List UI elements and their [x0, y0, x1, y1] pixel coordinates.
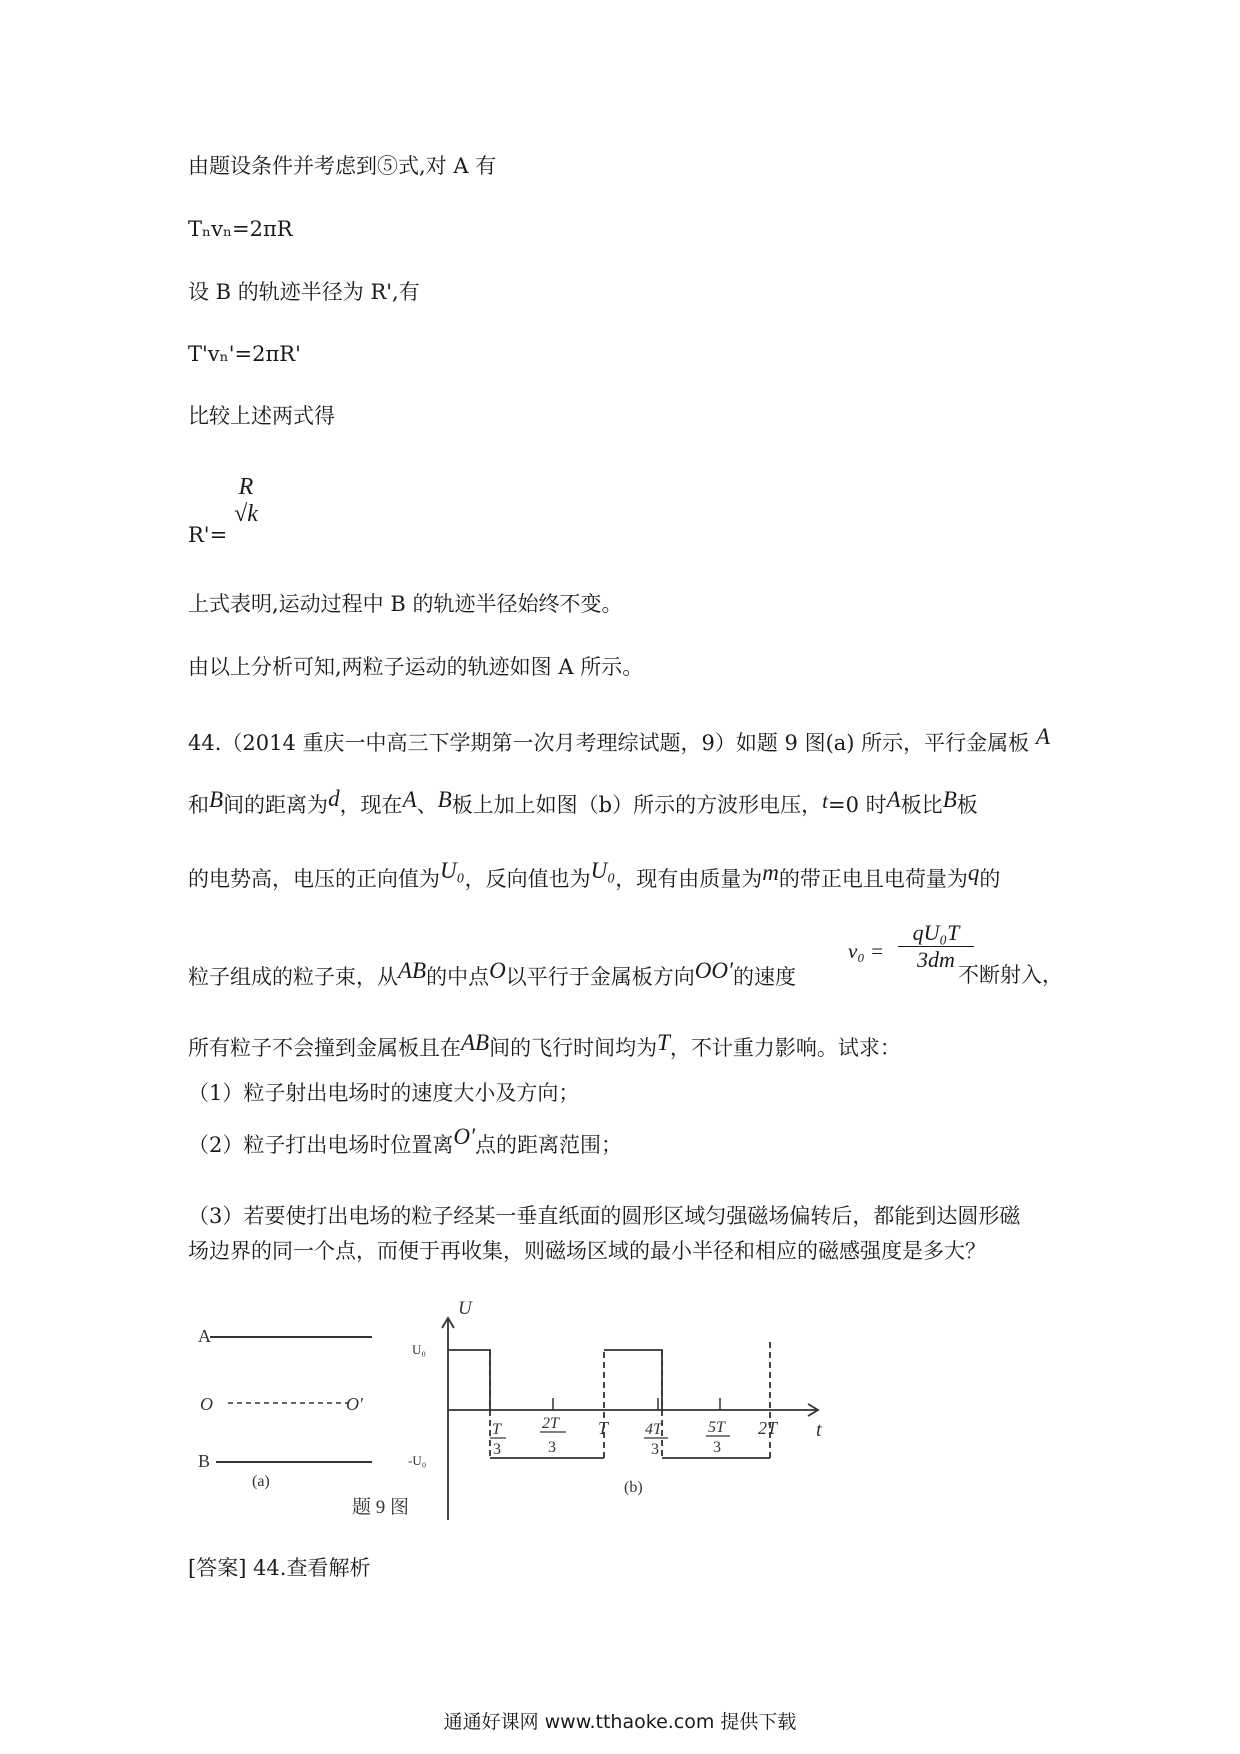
label-neg-u0: -U₀: [408, 1453, 427, 1468]
label-figure-a: (a): [252, 1473, 270, 1490]
tick-label-num: T: [492, 1421, 501, 1438]
problem-text: 的带正电且电荷量为: [778, 867, 968, 891]
math-symbol: B: [209, 787, 224, 812]
problem-text: 间的距离为: [223, 793, 329, 817]
question-1: （1）粒子射出电场时的速度大小及方向；: [188, 1081, 580, 1105]
problem-text: （2）粒子打出电场时位置离: [188, 1133, 454, 1157]
velocity-symbol: v₀ =: [848, 939, 885, 963]
question-3-line-2: 场边界的同一个点，而便于再收集，则磁场区域的最小半径和相应的磁感强度是多大？: [188, 1239, 986, 1263]
math-symbol: d: [328, 786, 340, 811]
page-footer: 通通好课网 www.tthaoke.com 提供下载: [443, 1711, 797, 1733]
tick-label-den: 3: [493, 1441, 501, 1458]
tick-label-den: 3: [548, 1439, 556, 1456]
equation-lhs: R'=: [188, 523, 228, 547]
fraction-numerator: R: [238, 474, 254, 500]
problem-text: ，反向值也为: [464, 867, 591, 891]
tick-label-num: T: [598, 1418, 609, 1438]
tick-label-num: 5T: [708, 1419, 725, 1436]
problem-text: 以平行于金属板方向: [505, 965, 695, 989]
question-3-line-1: （3）若要使打出电场的粒子经某一垂直纸面的圆形区域匀强磁场偏转后，都能到达圆形磁: [188, 1204, 1021, 1228]
math-symbol: q: [967, 860, 980, 885]
fraction-denominator: 3dm: [917, 947, 955, 972]
math-symbol: O′: [453, 1124, 476, 1149]
fraction-numerator: qU₀T: [912, 920, 960, 945]
problem-text: ，现在: [339, 793, 403, 817]
problem-text: 粒子组成的粒子束，从: [188, 965, 398, 989]
fraction-denominator: √k: [234, 501, 258, 527]
math-symbol: U₀: [590, 858, 616, 883]
tick-label-num: 4T: [645, 1421, 662, 1438]
math-symbol: B: [942, 787, 957, 812]
text-line: 上式表明,运动过程中 B 的轨迹半径始终不变。: [188, 592, 623, 616]
problem-text: 板上加上如图（b）所示的方波形电压，: [451, 793, 823, 817]
math-symbol: AB: [398, 958, 427, 983]
problem-text: ，现有由质量为: [615, 867, 763, 891]
axis-label-t: t: [816, 1419, 822, 1441]
math-symbol: A: [402, 787, 417, 812]
problem-text: 的: [979, 867, 1001, 891]
equation-line: Tₙvₙ=2πR: [188, 217, 293, 241]
problem-text: 的电势高，电压的正向值为: [188, 867, 440, 891]
text-line: 由题设条件并考虑到⑤式,对 A 有: [188, 154, 497, 178]
math-symbol: m: [762, 860, 779, 885]
math-symbol: T: [657, 1030, 670, 1055]
label-point-o-prime: O′: [346, 1394, 363, 1414]
axis-label-u: U: [458, 1298, 472, 1319]
tick-marks: [553, 1398, 720, 1410]
equation-line: T'vₙ'=2πR': [188, 342, 301, 366]
tick-label-den: 3: [651, 1441, 659, 1458]
wave-high-1: [448, 1350, 490, 1410]
tick-label-num: 2T: [542, 1415, 559, 1432]
answer-line: [答案] 44.查看解析: [188, 1556, 371, 1580]
problem-text: 所有粒子不会撞到金属板且在: [188, 1036, 461, 1060]
problem-text: 的速度: [733, 965, 796, 989]
text-line: 由以上分析可知,两粒子运动的轨迹如图 A 所示。: [188, 655, 644, 679]
math-symbol: A: [1035, 724, 1050, 749]
wave-high-2: [604, 1350, 662, 1410]
math-symbol: A: [886, 787, 901, 812]
label-plate-b: B: [198, 1451, 211, 1471]
problem-text: 板比: [900, 793, 943, 817]
problem-text: 点的距离范围；: [475, 1133, 623, 1157]
problem-text: 不断射入，: [958, 963, 1063, 987]
math-symbol: B: [437, 787, 452, 812]
text-line: 比较上述两式得: [188, 404, 335, 428]
problem-text: 间的飞行时间均为: [489, 1036, 658, 1060]
figure-caption: 题 9 图: [352, 1497, 410, 1518]
problem-text: ，不计重力影响。试求：: [669, 1036, 901, 1060]
math-symbol: OO′: [694, 958, 733, 983]
label-point-o: O: [200, 1394, 213, 1414]
problem-text: 44.（2014 重庆一中高三下学期第一次月考理综试题，9）如题 9 图(a) 所示，平行金属板: [188, 731, 1030, 755]
tick-label-den: 3: [713, 1439, 721, 1456]
text-line: 设 B 的轨迹半径为 R',有: [188, 280, 420, 304]
math-symbol: AB: [461, 1030, 490, 1055]
problem-text: 和: [188, 793, 209, 817]
label-figure-b: (b): [624, 1479, 643, 1496]
math-symbol: t: [822, 789, 828, 813]
problem-text: 板: [956, 793, 978, 817]
tick-label-num: 2T: [758, 1418, 778, 1438]
label-u0: U₀: [412, 1342, 426, 1357]
problem-text: 的中点: [426, 965, 490, 989]
math-symbol: O: [489, 958, 506, 983]
problem-text: =0 时: [827, 793, 887, 817]
label-plate-a: A: [198, 1326, 211, 1346]
problem-text: 、: [416, 793, 438, 817]
math-symbol: U₀: [440, 858, 465, 883]
